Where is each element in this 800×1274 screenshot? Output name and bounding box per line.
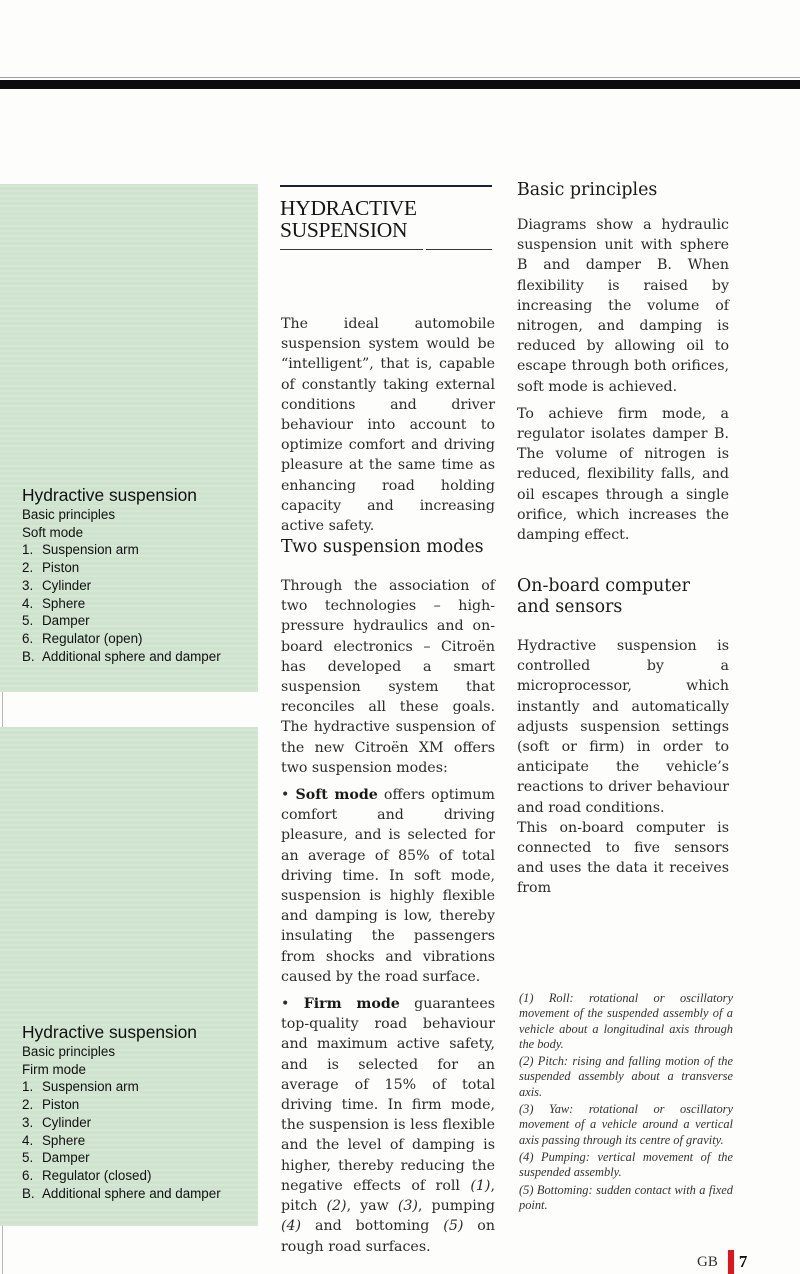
firm-mode-paragraph: • Firm mode guarantees top-quality road behaviour and maximum active safety, and is selected for an average of 15% of total driving time. In firm mode, the suspension is less flexible and the level of damping is higher, thereby reducing the negative effects of roll (1), pitch (2), yaw (3), pumping (4) and bottoming (5) on rough road surfaces. <box>281 996 496 1255</box>
caption-subtitle: Basic principles <box>22 507 116 522</box>
bullet-icon: • <box>281 996 290 1013</box>
diagram-panel-firm-mode <box>0 727 258 1226</box>
caption-mode: Firm mode <box>22 1061 86 1077</box>
basic-principles-section <box>517 180 729 552</box>
caption-item: 2. Piston <box>22 560 80 576</box>
caption-item: 1. Suspension arm <box>22 542 139 558</box>
footnote: (1) Roll: rotational or oscillatory movement of the suspended assembly of a vehicle about a longitudinal axis through the body. <box>519 991 733 1051</box>
footnote: (5) Bottoming: sudden contact with a fixed point. <box>519 1182 733 1212</box>
diagram-panel-soft-mode <box>0 184 258 692</box>
title-top-rule <box>280 185 492 187</box>
onboard-computer-section <box>517 576 729 906</box>
bullet-icon: • <box>281 787 290 804</box>
footnote: (3) Yaw: rotational or oscillatory movement of a vehicle around a vertical axis passing through its centre of gravity. <box>519 1102 733 1147</box>
footnote: (2) Pitch: rising and falling motion of the suspended assembly about a transverse axis. <box>519 1054 733 1099</box>
footnote-ref: (3) <box>397 1198 418 1215</box>
section-heading: On-board computer and sensors <box>517 576 690 617</box>
red-marker-bar <box>728 1250 734 1274</box>
footnote-ref: (4) <box>281 1218 302 1235</box>
caption-item: 3. Cylinder <box>22 577 92 593</box>
title-block <box>280 185 492 250</box>
language-code: GB <box>697 1253 718 1270</box>
title-bottom-rule <box>280 249 492 250</box>
footnote-ref: (2) <box>326 1198 347 1215</box>
caption-item: 1. Suspension arm <box>22 1079 139 1095</box>
footnotes <box>519 991 733 1215</box>
intro-paragraph: The ideal automobile suspension system would be “intelligent”, that is, capable of constantly taking external conditions and driver behaviour into account to optimize comfort and driving pleasure at the same time as enhancing road holding capacity and increasing active safety. <box>281 316 495 535</box>
caption-item: 6. Regulator (open) <box>22 630 143 646</box>
section-heading: Two suspension modes <box>281 537 484 557</box>
header-thin-rule <box>0 77 800 78</box>
caption-item: 5. Damper <box>22 613 90 629</box>
basic-paragraph-1: Diagrams show a hydraulic suspension unit with sphere B and damper B. When flexibility is raised by increasing the volume of nitrogen, and damping is reduced by allowing oil to escape through both orifices, soft mode is achieved. <box>517 217 729 395</box>
caption-mode: Soft mode <box>22 524 84 540</box>
basic-paragraph-2: To achieve firm mode, a regulator isolates damper B. The volume of nitrogen is reduced, flexibility falls, and oil escapes through a single orifice, which increases the damping effect. <box>517 405 729 544</box>
caption-item: B. Additional sphere and damper <box>22 1185 221 1201</box>
caption-firm-mode <box>22 1021 256 1202</box>
caption-item: 3. Cylinder <box>22 1114 92 1130</box>
onboard-paragraph-2: This on-board computer is connected to five sensors and uses the data it receives from <box>517 819 729 897</box>
header-thick-rule <box>0 80 800 89</box>
caption-item: B. Additional sphere and damper <box>22 648 221 664</box>
footnote-ref: (1) <box>470 1177 491 1194</box>
caption-item: 6. Regulator (closed) <box>22 1167 152 1183</box>
caption-subtitle: Basic principles <box>22 1044 116 1059</box>
modes-paragraph: Through the association of two technologies – high-pressure hydraulics and on-board electronics – Citroën has developed a smart suspension system that reconciles all these goals. The hydractive suspension of the new Citroën XM offers two suspension modes: <box>281 578 495 776</box>
soft-mode-label: Soft mode <box>295 787 378 804</box>
caption-title: Hydractive suspension <box>22 485 197 505</box>
two-modes-section <box>281 537 495 1264</box>
caption-item: 2. Piston <box>22 1097 80 1113</box>
caption-soft-mode <box>22 484 256 665</box>
footnote-ref: (5) <box>443 1218 464 1235</box>
caption-item: 5. Damper <box>22 1150 90 1166</box>
firm-mode-label: Firm mode <box>303 996 400 1013</box>
soft-mode-paragraph: • Soft mode offers optimum comfort and driving pleasure, and is selected for an average of 85% of total driving time. In soft mode, suspension is highly flexible and damping is low, thereby insulating the passengers from shocks and vibrations caused by the road surface. <box>281 787 495 985</box>
page-number: 7 <box>738 1252 748 1271</box>
page-folio <box>697 1250 747 1274</box>
caption-title: Hydractive suspension <box>22 1022 197 1042</box>
caption-item: 4. Sphere <box>22 595 86 611</box>
caption-item: 4. Sphere <box>22 1132 86 1148</box>
intro-section <box>281 314 495 543</box>
onboard-paragraph-1: Hydractive suspension is controlled by a microprocessor, which instantly and automatically adjusts suspension settings (soft or firm) in order to anticipate the vehicle’s reactions to driver behaviour and road conditions. <box>517 638 729 816</box>
page-title: HYDRACTIVE SUSPENSION <box>280 196 417 242</box>
footnote: (4) Pumping: vertical movement of the suspended assembly. <box>519 1149 733 1180</box>
section-heading: Basic principles <box>517 180 658 200</box>
